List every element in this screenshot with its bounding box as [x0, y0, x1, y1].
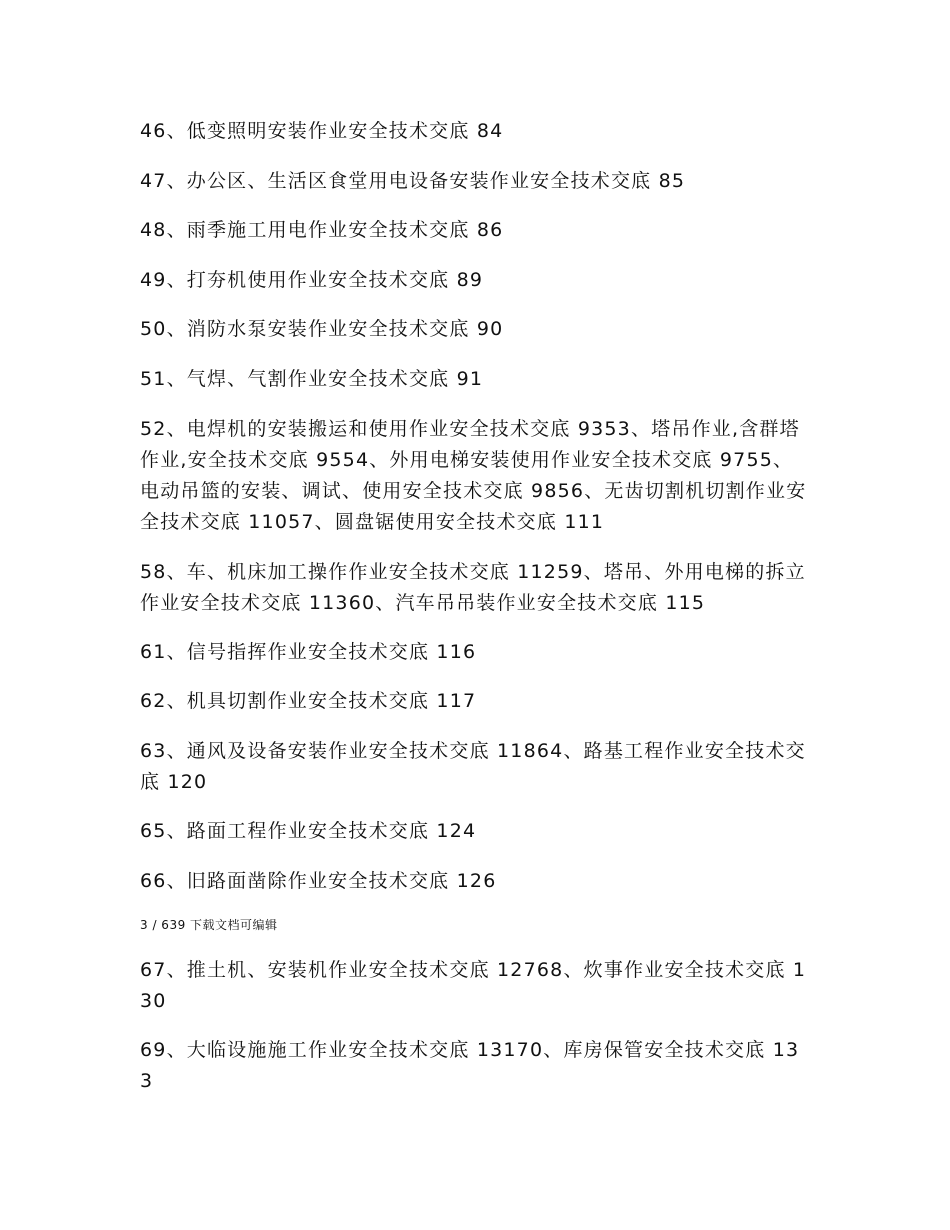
toc-entry-52-57: 52、电焊机的安装搬运和使用作业安全技术交底 9353、塔吊作业,含群塔作业,安全技术交底 9554、外用电梯安装使用作业安全技术交底 9755、电动吊篮的安装、调试、使用安全技术交底 9856、无齿切割机切割作业安全技术交底 11057、圆盘锯使用安全技术交底 111 [140, 418, 807, 533]
page-footer: 3 / 639 下载文档可编辑 [140, 918, 278, 932]
toc-entry-62: 62、机具切割作业安全技术交底 117 [140, 690, 477, 712]
toc-entry-69-70: 69、大临设施施工作业安全技术交底 13170、库房保管安全技术交底 133 [140, 1039, 800, 1092]
toc-entry-66: 66、旧路面凿除作业安全技术交底 126 [140, 870, 497, 892]
toc-entry-63-64: 63、通风及设备安装作业安全技术交底 11864、路基工程作业安全技术交底 120 [140, 740, 806, 793]
toc-entry-48: 48、雨季施工用电作业安全技术交底 86 [140, 219, 504, 241]
toc-entry-65: 65、路面工程作业安全技术交底 124 [140, 820, 477, 842]
toc-entry-58-60: 58、车、机床加工操作作业安全技术交底 11259、塔吊、外用电梯的拆立作业安全技术交底 11360、汽车吊吊装作业安全技术交底 115 [140, 561, 806, 614]
toc-entry-46: 46、低变照明安装作业安全技术交底 84 [140, 120, 504, 142]
toc-entry-49: 49、打夯机使用作业安全技术交底 89 [140, 269, 484, 291]
toc-entry-47: 47、办公区、生活区食堂用电设备安装作业安全技术交底 85 [140, 170, 686, 192]
toc-entry-67-68: 67、推土机、安装机作业安全技术交底 12768、炊事作业安全技术交底 130 [140, 959, 807, 1012]
toc-entry-61: 61、信号指挥作业安全技术交底 116 [140, 641, 477, 663]
toc-entry-51: 51、气焊、气割作业安全技术交底 91 [140, 368, 484, 390]
toc-entry-50: 50、消防水泵安装作业安全技术交底 90 [140, 318, 504, 340]
